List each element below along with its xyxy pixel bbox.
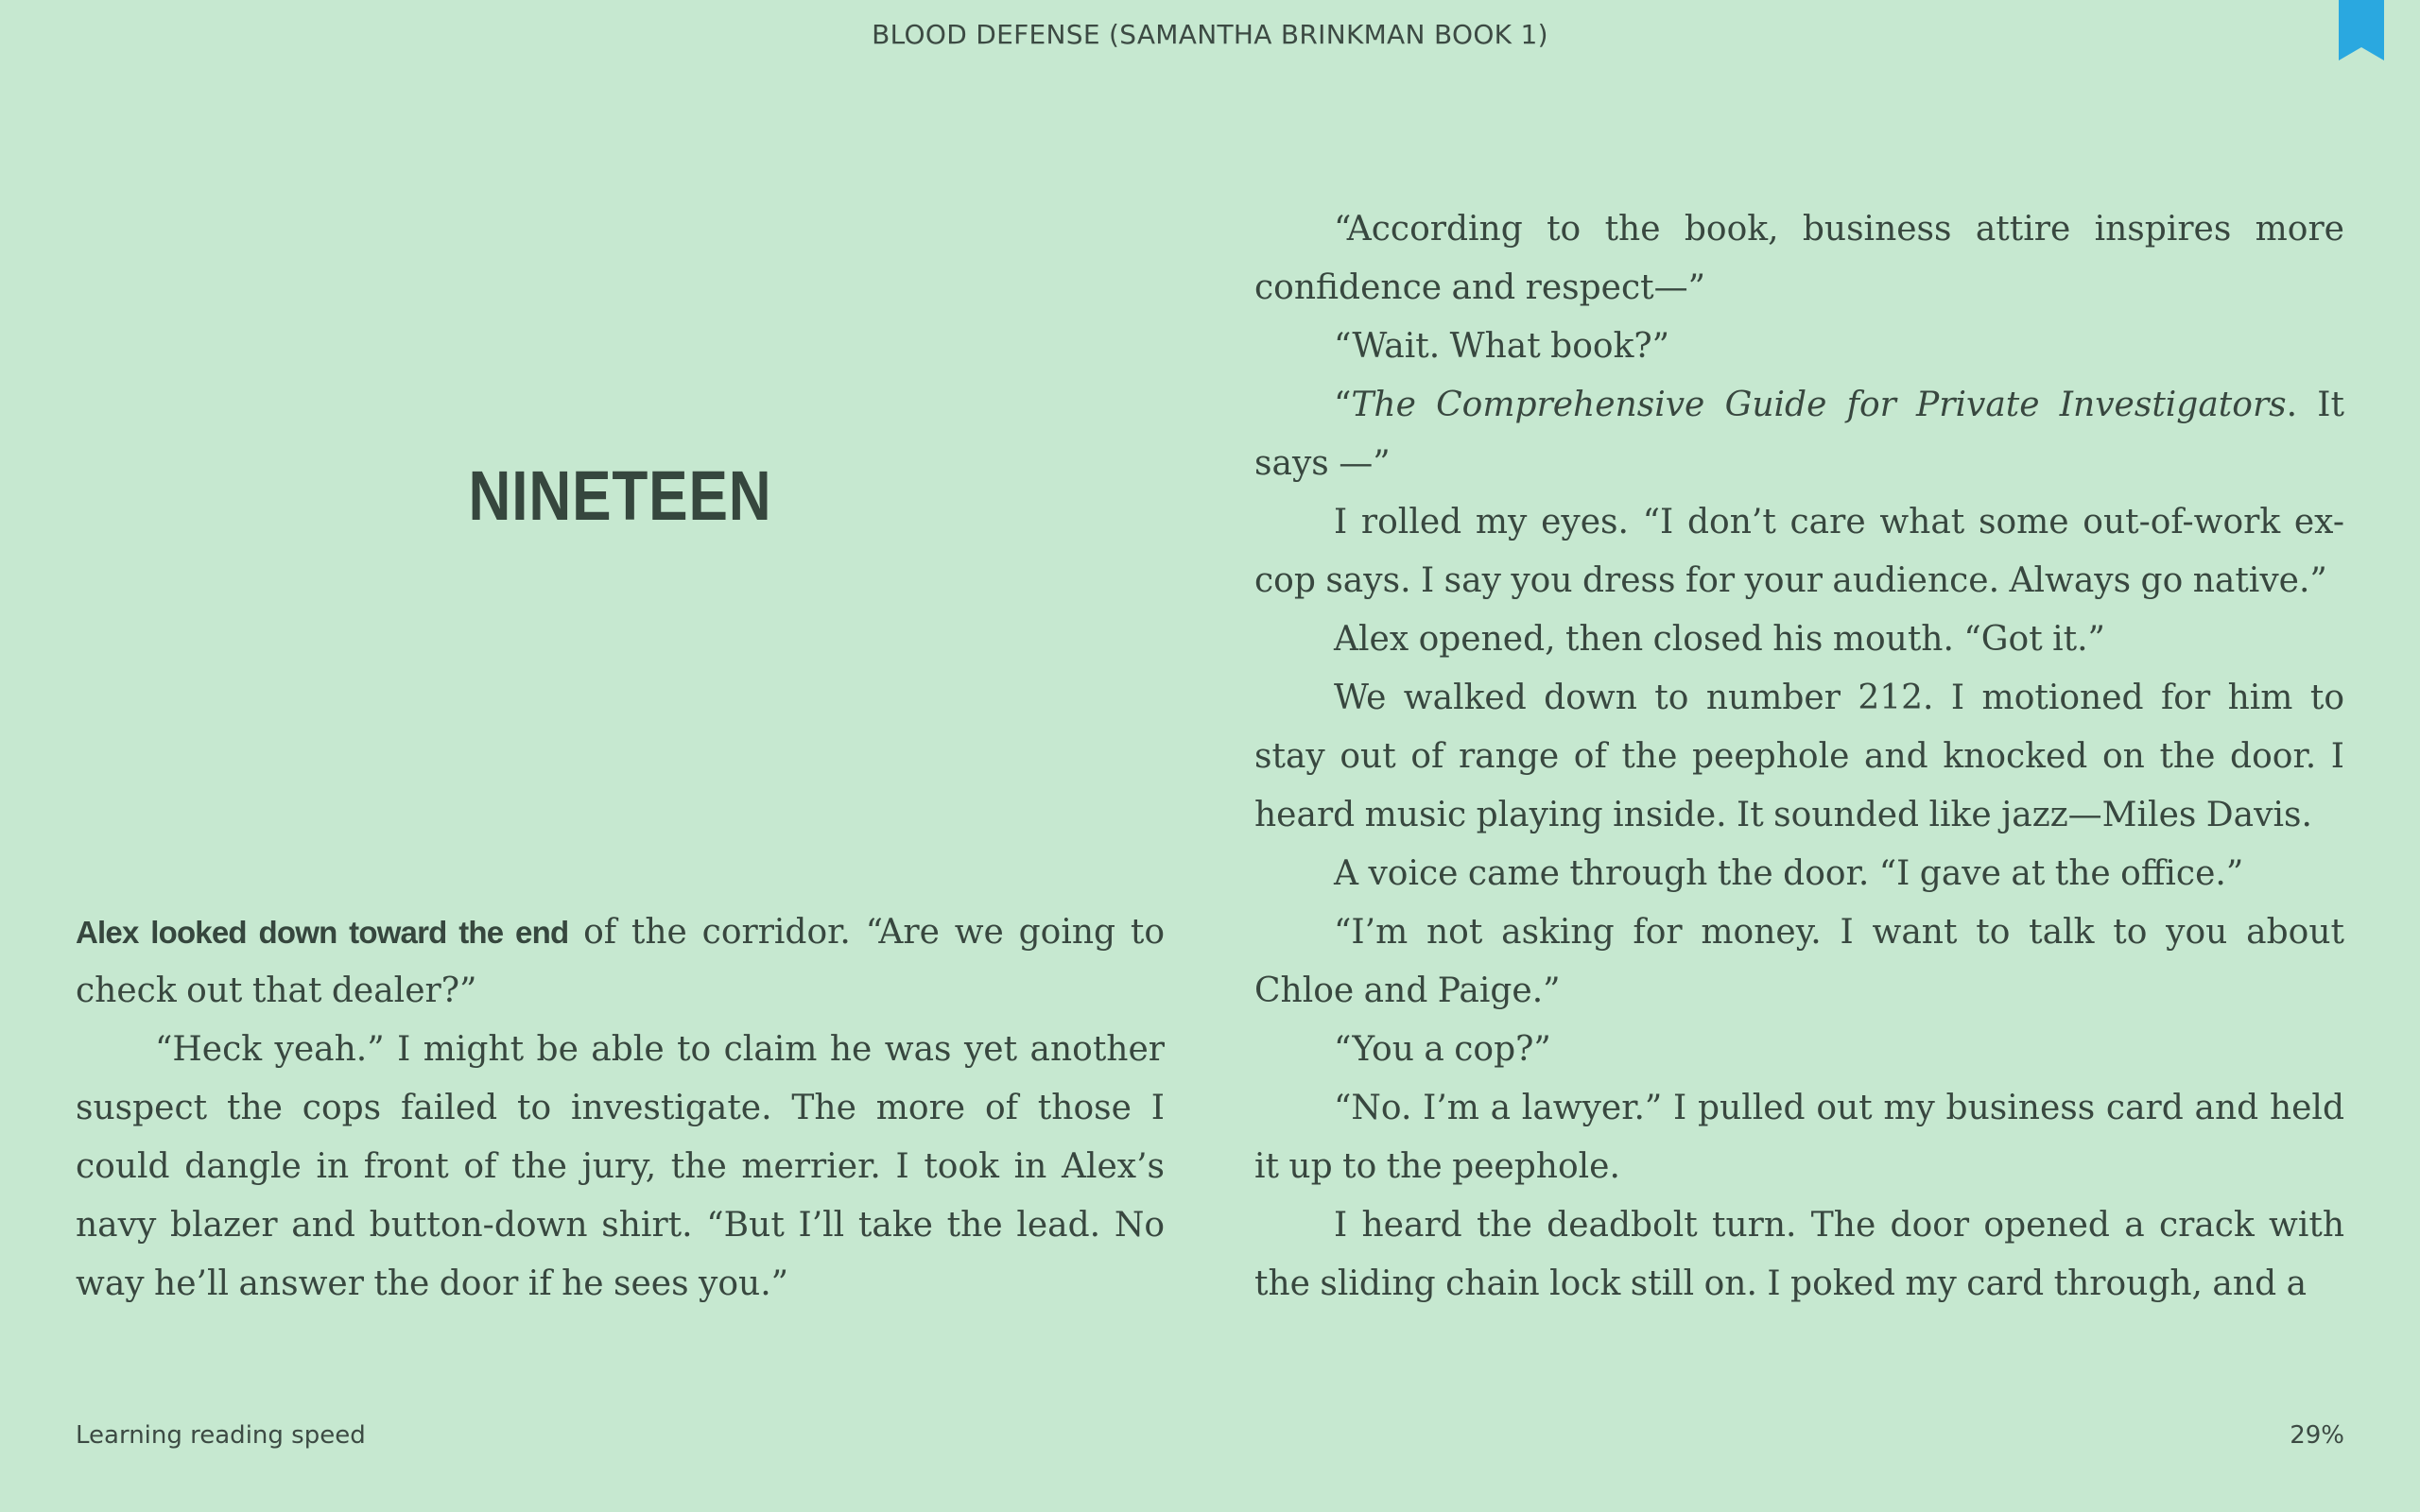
paragraph: “Wait. What book?”: [1334, 327, 1670, 366]
chapter-lead-in: Alex looked down toward the end: [76, 915, 569, 950]
paragraph: “According to the book, business attire inspires more confidence and respect—”: [1254, 210, 2344, 307]
paragraph: “I’m not asking for money. I want to talk to you about Chloe and Paige.”: [1254, 913, 2344, 1010]
left-page-text: [76, 903, 1165, 1314]
paragraph: “You a cop?”: [1334, 1030, 1551, 1069]
chapter-title: NINETEEN: [468, 456, 772, 535]
paragraph: “Heck yeah.” I might be able to claim he was yet another suspect the cops failed to investigate. The more of those I could dangle in front of the jury, the merrier. I took in Alex’s navy blazer and button-down shirt. “But I’ll take the lead. No way he’ll answer the door if he sees you.”: [76, 1030, 1165, 1303]
paragraph: I rolled my eyes. “I don’t care what some out-of-work ex-cop says. I say you dress for your audience. Always go native.”: [1254, 503, 2344, 600]
paragraph: [1254, 376, 2344, 493]
book-reference-title: The Comprehensive Guide for Private Investigators: [1351, 386, 2287, 424]
paragraph: A voice came through the door. “I gave at the office.”: [1334, 854, 2244, 893]
paragraph-text: . It says —”: [1254, 386, 2344, 483]
paragraph: [76, 903, 1165, 1021]
paragraph: We walked down to number 212. I motioned for him to stay out of range of the peephole and knocked on the door. I heard music playing inside. It sounded like jazz—Miles Davis.: [1254, 679, 2344, 834]
paragraph: I heard the deadbolt turn. The door opened a crack with the sliding chain lock still on. I poked my card through, and a: [1254, 1206, 2344, 1303]
bookmark-icon[interactable]: [2339, 0, 2384, 60]
paragraph: Alex opened, then closed his mouth. “Got it.”: [1334, 620, 2105, 659]
reading-speed-indicator[interactable]: Learning reading speed: [76, 1421, 366, 1450]
quote-open: “: [1334, 386, 1352, 424]
right-page-text: [1254, 200, 2344, 1314]
paragraph-text: of the corridor. “Are we going to check out that dealer?”: [76, 913, 1166, 1010]
bookmark-ribbon-shape: [2339, 0, 2384, 60]
book-title: BLOOD DEFENSE (SAMANTHA BRINKMAN BOOK 1): [872, 19, 1548, 50]
reading-progress[interactable]: 29%: [2290, 1421, 2344, 1450]
paragraph: “No. I’m a lawyer.” I pulled out my business card and held it up to the peephole.: [1254, 1089, 2344, 1186]
